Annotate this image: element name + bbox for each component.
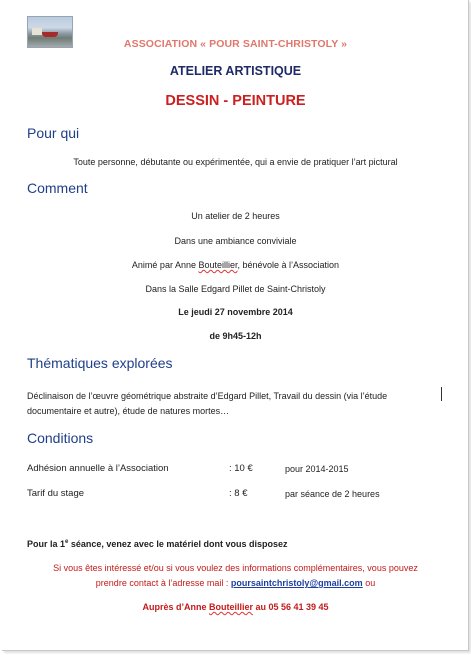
host-prefix: Animé par Anne — [131, 260, 199, 270]
first-session-note — [27, 539, 287, 549]
first-session-suffix: séance, venez avec le matériel dont vous disposez — [68, 539, 288, 549]
atelier-title: ATELIER ARTISTIQUE — [169, 64, 302, 78]
contact-name: Bouteillier — [208, 602, 253, 612]
association-title: ASSOCIATION « POUR SAINT-CHRISTOLY » — [123, 38, 348, 50]
condition-membership-label: Adhésion annuelle à l’Association — [27, 463, 169, 474]
condition-fee-price: : 8 € — [229, 488, 248, 499]
info-line-2 — [0, 578, 471, 588]
comment-line-venue: Dans la Salle Edgard Pillet de Saint-Christoly — [145, 284, 326, 294]
heading-thematiques: Thématiques explorées — [27, 355, 173, 371]
heading-pour-qui: Pour qui — [27, 125, 80, 141]
email-link[interactable]: poursaintchristoly@gmail.com — [230, 578, 363, 588]
comment-line-duration: Un atelier de 2 heures — [191, 211, 280, 221]
comment-line-host — [0, 260, 471, 270]
info-prefix: prendre contact à l’adresse mail : — [95, 578, 231, 588]
info-line-1: Si vous êtes intéressé et/ou si vous voulez des informations complémentaires, vous pouvez — [53, 563, 418, 573]
first-session-sup: e — [65, 539, 69, 545]
thematiques-line-2: documentaire et autre), étude de natures mortes… — [27, 406, 230, 416]
condition-fee-label: Tarif du stage — [27, 488, 85, 499]
host-suffix: , bénévole à l’Association — [237, 260, 340, 270]
text-cursor — [441, 387, 442, 401]
condition-fee-note: par séance de 2 heures — [285, 489, 380, 499]
photo-boat — [42, 32, 58, 37]
info-suffix: ou — [362, 578, 376, 588]
comment-time: de 9h45-12h — [209, 331, 262, 341]
discipline-title: DESSIN - PEINTURE — [165, 93, 306, 109]
comment-date: Le jeudi 27 novembre 2014 — [178, 307, 293, 317]
pour-qui-text: Toute personne, débutante ou expérimentée, qui a envie de pratiquer l’art pictural — [73, 157, 398, 167]
condition-membership-note: pour 2014-2015 — [285, 464, 349, 474]
thematiques-line-1: Déclinaison de l’œuvre géométrique abstraite d’Edgard Pillet, Travail du dessin (via l’étude — [27, 391, 388, 401]
condition-membership-price: : 10 € — [229, 463, 253, 474]
heading-comment: Comment — [27, 180, 88, 196]
photo-house — [32, 28, 42, 35]
comment-line-ambiance: Dans une ambiance conviviale — [174, 236, 297, 246]
contact-prefix: Auprès d’Anne — [142, 602, 209, 612]
heading-conditions: Conditions — [27, 430, 94, 446]
contact-line — [0, 602, 471, 612]
host-name: Bouteillier — [198, 260, 238, 270]
first-session-prefix: Pour la 1 — [27, 539, 66, 549]
contact-phone: au 05 56 41 39 45 — [252, 602, 329, 612]
